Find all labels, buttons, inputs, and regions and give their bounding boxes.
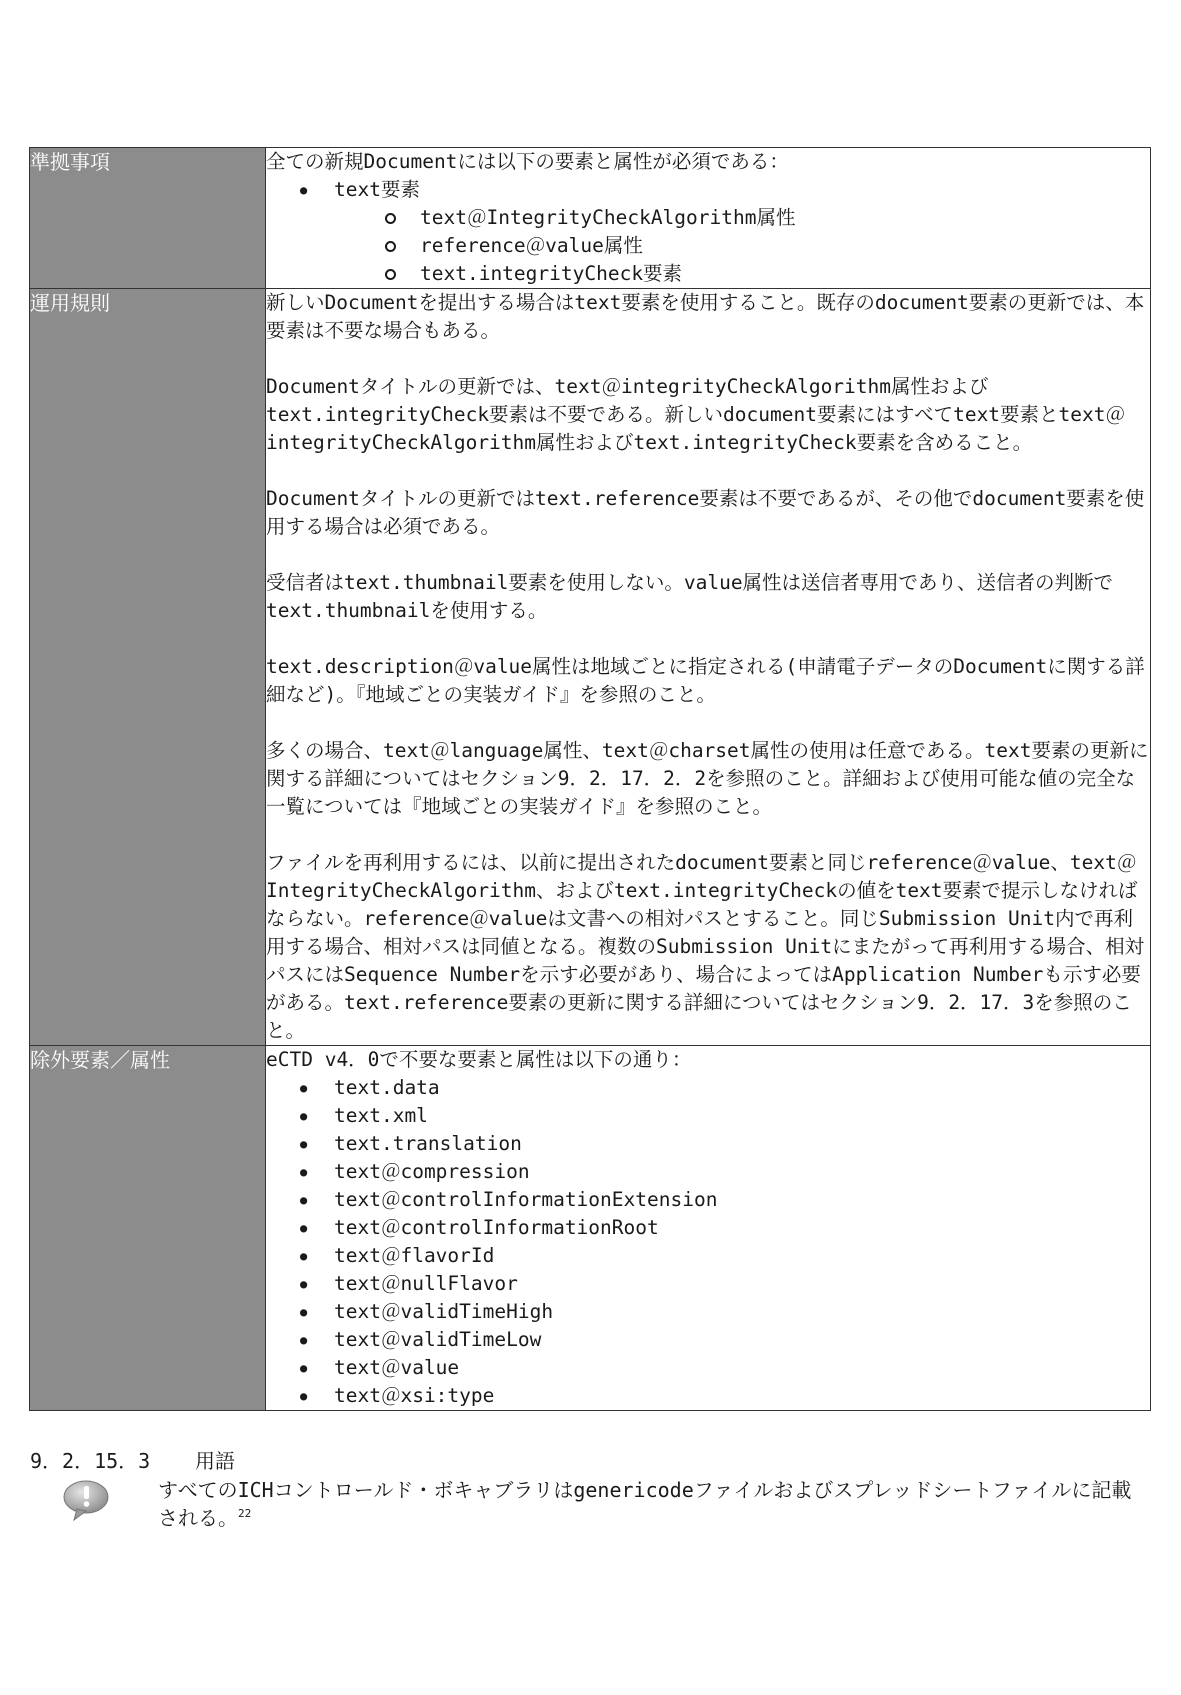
list-item: ● text＠flavorId: [334, 1242, 1150, 1270]
paragraph: Documentタイトルの更新ではtext.reference要素は不要であるが、その他でdocument要素を使用する場合は必須である。: [266, 487, 1145, 538]
sub-bullet-list: [334, 204, 1150, 288]
list-item: ● text＠validTimeHigh: [334, 1298, 1150, 1326]
table-row: [30, 289, 1151, 1046]
row-intro: eCTD v4．0で不要な要素と属性は以下の通り：: [266, 1048, 692, 1071]
list-item: ● text＠controlInformationRoot: [334, 1214, 1150, 1242]
row-content: [266, 289, 1151, 1046]
list-item: ● text＠controlInformationExtension: [334, 1186, 1150, 1214]
list-item: text.integrityCheck要素: [420, 260, 1150, 288]
row-content: [266, 148, 1151, 289]
section-number: 9．2．15．3: [30, 1449, 151, 1473]
spec-table: [29, 147, 1151, 1411]
row-content: [266, 1046, 1151, 1411]
paragraph: ファイルを再利用するには、以前に提出されたdocument要素と同じreference＠value、text＠IntegrityCheckAlgorithm、およびtext.integrityCheckの値をtext要素で提示しなければならない。reference＠valueは文書への相対パスとすること。同じSubmission Unit内で再利用する場合、相対パスは同値となる。複数のSubmission Unitにまたがって再利用する場合、相対パスにはSequence Numberを示す必要があり、場合によってはApplication Numberも示す必要がある。text.reference要素の更新に関する詳細についてはセクション9．2．17．3を参照のこと。: [266, 851, 1145, 1042]
paragraph: 多くの場合、text＠language属性、text＠charset属性の使用は任意である。text要素の更新に関する詳細についてはセクション9．2．17．2．2を参照のこと。詳細および使用可能な値の完全な一覧については『地域ごとの実装ガイド』を参照のこと。: [266, 739, 1149, 818]
section-heading: [30, 1447, 235, 1475]
note-text: [158, 1476, 1143, 1532]
paragraph: text.description＠value属性は地域ごとに指定される(申請電子データのDocumentに関する詳細など)。『地域ごとの実装ガイド』を参照のこと。: [266, 655, 1145, 706]
list-item: [334, 176, 1150, 288]
list-item: ● text＠validTimeLow: [334, 1326, 1150, 1354]
paragraph: 新しいDocumentを提出する場合はtext要素を使用すること。既存のdocument要素の更新では、本要素は不要な場合もある。: [266, 291, 1145, 342]
list-item: ● text.xml: [334, 1102, 1150, 1130]
note-speech-bubble-icon: [62, 1478, 110, 1522]
list-item: ● text＠nullFlavor: [334, 1270, 1150, 1298]
footnote-marker: 22: [238, 1507, 252, 1520]
row-label: 準拠事項: [30, 148, 266, 289]
paragraph: 受信者はtext.thumbnail要素を使用しない。value属性は送信者専用であり、送信者の判断でtext.thumbnailを使用する。: [266, 571, 1114, 622]
list-item: ● text.data: [334, 1074, 1150, 1102]
row-intro: 全ての新規Documentには以下の要素と属性が必須である：: [266, 150, 789, 173]
list-item: text＠IntegrityCheckAlgorithm属性: [420, 204, 1150, 232]
section-title: 用語: [195, 1449, 235, 1473]
table-row: [30, 1046, 1151, 1411]
row-label: 運用規則: [30, 289, 266, 1046]
list-item-text: text要素: [334, 178, 420, 201]
bullet-list: [266, 1074, 1150, 1410]
list-item: ● text＠xsi:type: [334, 1382, 1150, 1410]
list-item: ● text＠compression: [334, 1158, 1150, 1186]
table-row: [30, 148, 1151, 289]
list-item: ● text＠value: [334, 1354, 1150, 1382]
bullet-list: [266, 176, 1150, 288]
list-item: reference＠value属性: [420, 232, 1150, 260]
row-label: 除外要素／属性: [30, 1046, 266, 1411]
paragraph: Documentタイトルの更新では、text＠integrityCheckAlgorithm属性およびtext.integrityCheck要素は不要である。新しいdocument要素にはすべてtext要素とtext＠integrityCheckAlgorithm属性およびtext.integrityCheck要素を含めること。: [266, 375, 1126, 454]
note-body: すべてのICHコントロールド・ボキャブラリはgenericodeファイルおよびスプレッドシートファイルに記載される。: [158, 1478, 1132, 1530]
list-item: ● text.translation: [334, 1130, 1150, 1158]
